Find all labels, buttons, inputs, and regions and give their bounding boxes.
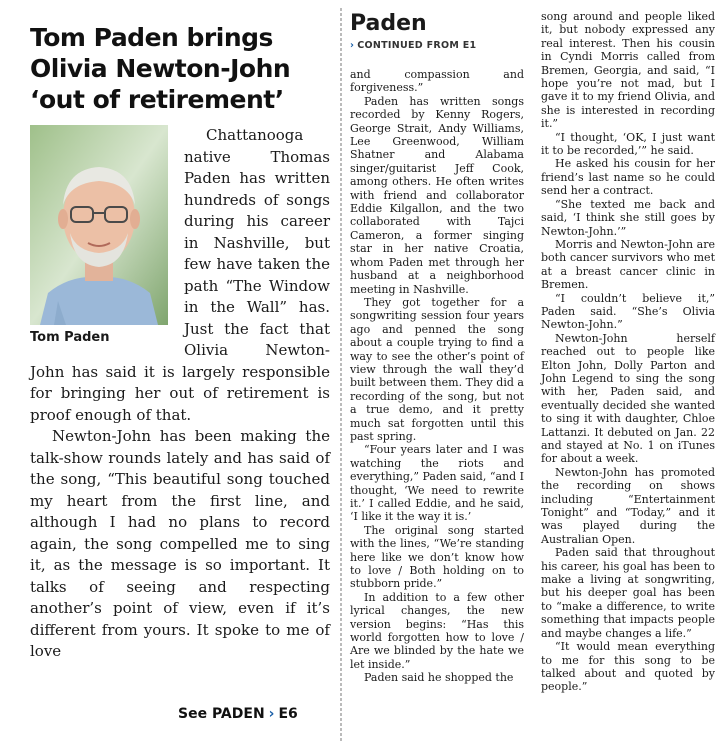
headline: Tom Paden brings Olivia Newton-John ‘out of retirement’: [30, 23, 291, 114]
paragraph: The original song started with the lines, “We’re standing here like we don’t know how to love / Both holding on to stubborn pride.”: [350, 523, 524, 591]
paragraph: He asked his cousin for her friend’s last name so he could send her a contract.: [541, 157, 715, 198]
photo-caption: Tom Paden: [30, 330, 110, 345]
jump-link-page: E6: [278, 706, 298, 722]
paragraph: and compassion and forgiveness.”: [350, 68, 524, 95]
jump-link[interactable]: [178, 706, 298, 722]
column-left: [350, 68, 524, 685]
paragraph: “I thought, ‘OK, I just want it to be recorded,’” he said.: [541, 130, 715, 158]
continued-label: › CONTINUED FROM E1: [350, 40, 477, 51]
photo-block: [30, 125, 170, 345]
paragraph: In addition to a few other lyrical changes, the new version begins: “Has this world forgotten how to love / Are we blinded by the hate we let inside.”: [350, 590, 524, 671]
lead-story: [30, 22, 330, 663]
paragraph: song around and people liked it, but nobody expressed any real interest. Then his cousin in Cyndi Morris called from Bremen, Georgia, and said, “I hope you’re not mad, but I gave it to my friend Olivia, and she is interested in recording it.”: [541, 10, 715, 131]
paragraph: Newton-John herself reached out to people like Elton John, Dolly Parton and John Legend to sing the song with her, Paden said, and eventually decided she wanted to sing it with daughter, Chloe Lattanzi. It debuted on Jan. 22 and stayed at No. 1 on iTunes for about a week.: [541, 331, 715, 466]
chevron-right-icon: ›: [350, 40, 355, 51]
paragraph: Newton-John has been making the talk-show rounds lately and has said of the song, “This beautiful song touched my heart from the first line, and although I had no plans to record again, the song compelled me to sing it, as the message is so important. It talks of seeing and respecting another’s point of view, even if it’s different from yours. It spoke to me of love: [30, 427, 330, 660]
column-right: [541, 10, 715, 694]
paragraph: “She texted me back and said, ‘I think she still goes by Newton-John.’”: [541, 197, 715, 238]
paragraph: “I couldn’t believe it,” Paden said. “She’s Olivia Newton-John.”: [541, 291, 715, 332]
portrait-photo: [30, 125, 168, 325]
chevron-right-icon: ›: [268, 706, 275, 722]
jump-link-label: See PADEN: [178, 706, 265, 722]
paragraph: Chattanooga native Thomas Paden has written hundreds of songs during his career in Nashville, but few have taken the path “The Window in the Wall” has. Just the fact that Olivia Newton-John has said it is largely responsible for bringing her out of retirement is proof enough of that.: [30, 126, 330, 424]
paragraph: Paden said he shopped the: [364, 671, 514, 685]
paragraph: Morris and Newton-John are both cancer survivors who met at a breast cancer clinic in Bremen.: [541, 237, 715, 292]
paragraph: Paden has written songs recorded by Kenny Rogers, George Strait, Andy Williams, Lee Greenwood, William Shatner and Alabama singer/guitarist Jeff Cook, among others. He often writes with friend and collaborator Eddie Kilgallon, and the two collaborated with Tajci Cameron, a former singing star in her native Croatia, whom Paden met through her husband at a neighborhood meeting in Nashville.: [350, 94, 524, 296]
jump-headline: Paden: [350, 11, 427, 36]
continued-story: [350, 10, 720, 694]
paragraph: Newton-John has promoted the recording on shows including “Entertainment Tonight” and “Today,” and it was played during the Australian Open.: [541, 465, 715, 546]
paragraph: Paden said that throughout his career, his goal has been to make a living at songwriting, but his deeper goal has been to “make a difference, to write something that impacts people and maybe changes a life.”: [541, 546, 715, 640]
paragraph: “It would mean everything to me for this song to be talked about and quoted by people.”: [541, 640, 715, 694]
paragraph: They got together for a songwriting session four years ago and penned the song about a couple trying to find a way to see the other’s point of view through the wall they’d built between them. They did a recording of the song, but not a true demo, and it pretty much sat forgotten until this past spring.: [350, 295, 524, 443]
paragraph: “Four years later and I was watching the riots and everything,” Paden said, “and I thought, ‘We need to rewrite it.’ I called Eddie, and he said, ‘I like it the way it is.’: [350, 443, 524, 524]
column-divider: [340, 8, 342, 743]
